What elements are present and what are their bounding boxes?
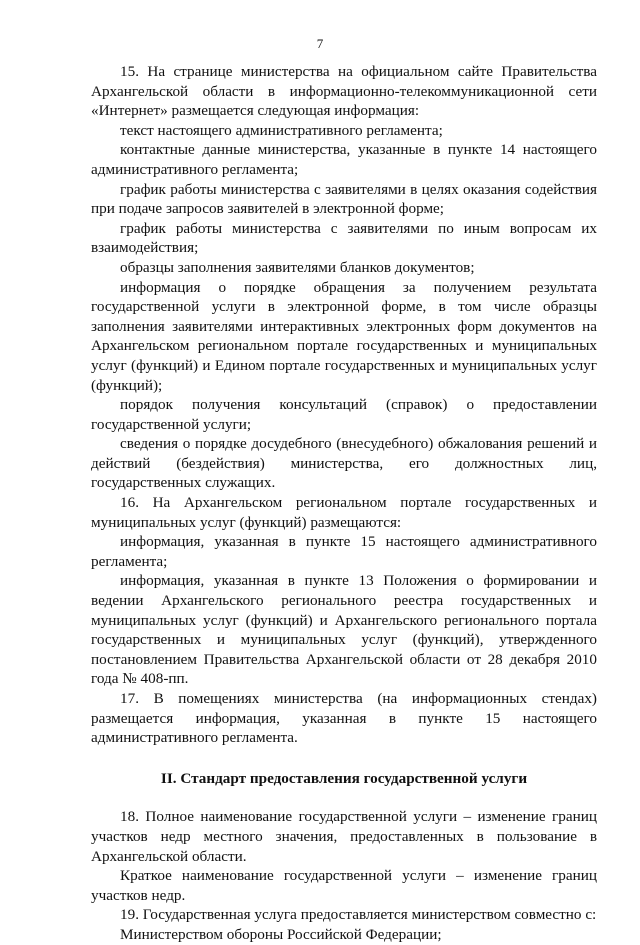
list-item: порядок получения консультаций (справок) о предоставлении государственной услуги;: [91, 396, 597, 433]
paragraph-16: 16. На Архангельском региональном портале государственных и муниципальных услуг (функций) размещаются:: [91, 494, 597, 531]
list-item: график работы министерства с заявителями по иным вопросам их взаимодействия;: [91, 219, 597, 257]
page-number: 7: [316, 36, 324, 51]
paragraph-18: 18. Полное наименование государственной услуги – изменение границ участков недр местного значения, предоставленных в пользование в Архангельской области.: [91, 808, 597, 865]
list-item: сведения о порядке досудебного (внесудебного) обжалования решений и действий (бездействия) министерства, его должностных лиц, государственных служащих.: [91, 435, 597, 492]
list-item: информация о порядке обращения за получением результата государственной услуги в электронной форме, в том числе образцы заполнения заявителями интерактивных электронных форм документов на Архангельском региональном портале государственных и муниципальных услуг (функций) и Едином портале государственных и муниципальных услуг (функций);: [91, 278, 597, 394]
document-body: [91, 62, 597, 945]
list-item: Министерством обороны Российской Федерации;: [120, 925, 442, 943]
list-item: текст настоящего административного регламента;: [120, 121, 443, 139]
paragraph-short-name: Краткое наименование государственной услуги – изменение границ участков недр.: [91, 867, 597, 904]
list-item: образцы заполнения заявителями бланков документов;: [120, 258, 475, 276]
list-item: информация, указанная в пункте 15 настоящего административного регламента;: [91, 533, 597, 570]
paragraph-19: 19. Государственная услуга предоставляется министерством совместно с:: [120, 906, 597, 924]
section-heading: II. Стандарт предоставления государственной услуги: [160, 769, 528, 787]
paragraph-17: 17. В помещениях министерства (на информационных стендах) размещается информация, указанная в пункте 15 настоящего административного регламента.: [91, 690, 597, 747]
list-item: график работы министерства с заявителями в целях оказания содействия при подаче запросов заявителей в электронной форме;: [91, 180, 597, 218]
list-item: контактные данные министерства, указанные в пункте 14 настоящего административного регламента;: [91, 141, 597, 178]
paragraph-15: 15. На странице министерства на официальном сайте Правительства Архангельской области в информационно-телекоммуникационной сети «Интернет» размещается следующая информация:: [91, 63, 597, 120]
list-item: информация, указанная в пункте 13 Положения о формировании и ведении Архангельского регионального реестра государственных и муниципальных услуг (функций) и Архангельского регионального портала государственных и муниципальных услуг (функций), утвержденного постановлением Правительства Архангельской области от 28 декабря 2010 года № 408-пп.: [91, 572, 597, 688]
